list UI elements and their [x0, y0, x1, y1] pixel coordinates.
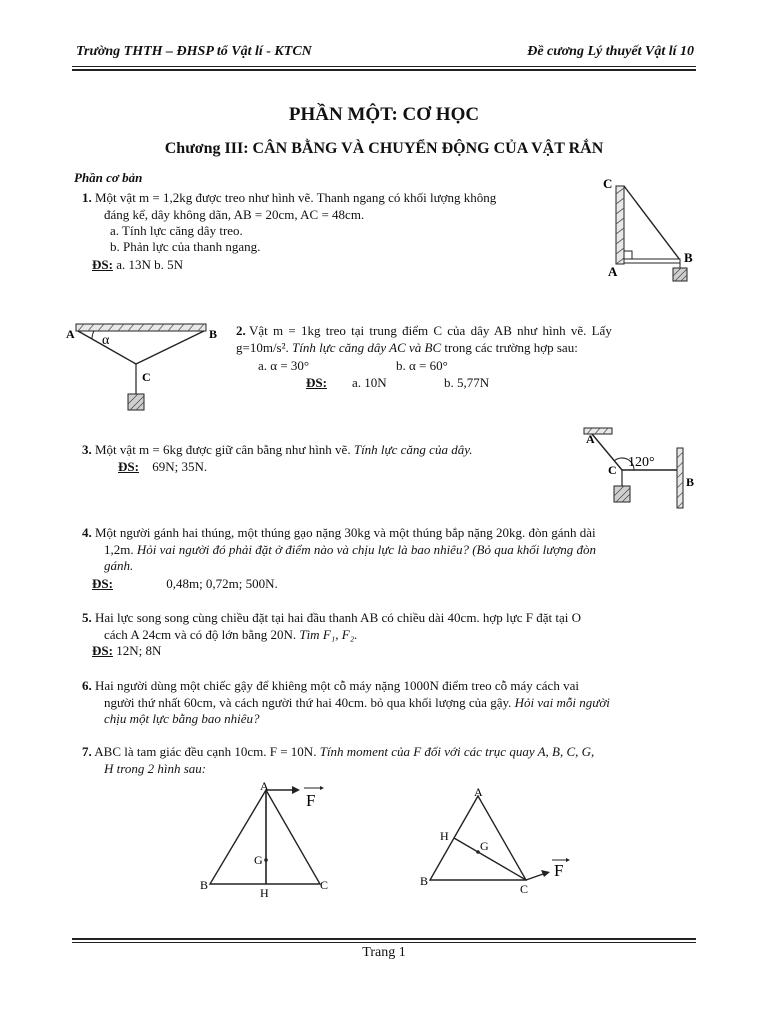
- label-b: B: [684, 250, 693, 265]
- problem-4-text-1: Một người gánh hai thúng, một thúng gạo nặng 30kg và một thúng bắp nặng 20kg. đòn gánh dài: [95, 525, 596, 540]
- weight-block: [673, 268, 687, 281]
- problem-7-text-1a: ABC là tam giác đều cạnh 10cm. F = 10N.: [94, 744, 317, 759]
- label-c: C: [520, 882, 529, 896]
- problem-4-answer: [92, 575, 278, 592]
- rope-cb: [624, 186, 680, 260]
- label-a: A: [608, 264, 618, 279]
- header-divider: [72, 66, 696, 67]
- label-c: C: [320, 878, 329, 892]
- problem-2-part-a: a. α = 30°: [258, 358, 310, 373]
- problem-4-line-2: [104, 541, 596, 558]
- section-title: Phần cơ bản: [74, 170, 143, 185]
- label-c: C: [603, 176, 613, 191]
- problem-5-number: 5.: [82, 610, 92, 625]
- median-ch: [454, 838, 526, 880]
- label-b: B: [686, 475, 695, 489]
- problem-4-number: 4.: [82, 525, 92, 540]
- problem-4-line-1: [82, 524, 596, 541]
- vector-bar-head: [320, 786, 324, 790]
- problem-2-line-2: [236, 339, 578, 356]
- rope-bc: [136, 331, 204, 364]
- problem-2-part-b: b. α = 60°: [396, 358, 448, 373]
- problem-1-part-a: a. Tính lực căng dây treo.: [110, 223, 243, 238]
- problem-2-text-2a: g=10m/s².: [236, 340, 289, 355]
- problem-7-line-2: H trong 2 hình sau:: [104, 761, 207, 776]
- label-f: F: [554, 861, 564, 880]
- label-b: B: [200, 878, 209, 892]
- part-title: PHẦN MỘT: CƠ HỌC: [288, 104, 480, 125]
- problem-6-line-2: [104, 694, 610, 711]
- label-a: A: [66, 327, 75, 341]
- problem-2-figure: [64, 318, 226, 418]
- problem-1-part-b: b. Phản lực của thanh ngang.: [110, 239, 261, 254]
- answer-label: ĐS:: [92, 643, 113, 658]
- problem-6-text-2a: người thứ nhất 60cm, và cách người thứ hai 40cm. bỏ qua khối lượng của gậy.: [104, 695, 512, 710]
- problem-6-line-3: chịu một lực bằng bao nhiêu?: [104, 711, 260, 726]
- label-h: H: [440, 829, 449, 843]
- force-f-arrowhead: [292, 786, 300, 794]
- problem-2-answer-label: [306, 374, 327, 391]
- problem-7-figure-2: [414, 780, 584, 898]
- problem-7-text-1b: Tính moment của F đối với các trục quay A, B, C, G,: [319, 744, 595, 759]
- answer-value: a. 13N b. 5N: [116, 257, 183, 272]
- problem-3-figure: [578, 424, 702, 520]
- answer-label: ĐS:: [306, 375, 327, 390]
- answer-value: 0,48m; 0,72m; 500N.: [166, 576, 278, 591]
- problem-7-number: 7.: [82, 744, 92, 759]
- problem-5-text-1: Hai lực song song cùng chiều đặt tại hai đầu thanh AB có chiều dài 40cm. hợp lực F đặt tại O: [95, 610, 581, 625]
- problem-4-text-2a: 1,2m.: [104, 542, 134, 557]
- problem-6-line-1: [82, 677, 579, 694]
- problem-2-text-2b: Tính lực căng dây AC và BC: [292, 340, 442, 355]
- chapter-title: Chương III: CÂN BẰNG VÀ CHUYỂN ĐỘNG CỦA VẬT RẮN: [164, 140, 604, 157]
- problem-2-answer-b: b. 5,77N: [444, 375, 490, 390]
- label-g: G: [480, 839, 489, 853]
- force-f-arrowhead: [541, 870, 550, 877]
- answer-label: ĐS:: [92, 257, 113, 272]
- label-angle: 120°: [628, 455, 655, 470]
- label-h: H: [260, 886, 269, 898]
- page-number: Trang 1: [362, 945, 406, 960]
- problem-5-text-2b: Tìm F₁, F₂.: [299, 627, 358, 642]
- problem-2-number: 2.: [236, 323, 246, 338]
- problem-3-number: 3.: [82, 442, 92, 457]
- problem-5-line-1: [82, 609, 581, 626]
- header-document-title: Đề cương Lý thuyết Vật lí 10: [527, 44, 694, 59]
- answer-label: ĐS:: [92, 576, 113, 591]
- problem-7-figure-1: [196, 776, 346, 898]
- problem-1-figure: [596, 172, 706, 284]
- problem-4-text-2b: Hỏi vai người đó phải đặt ở điểm nào và chịu lực là bao nhiêu? (Bỏ qua khối lượng đòn: [136, 542, 596, 557]
- centroid-g: [264, 858, 268, 862]
- header-school: Trường THTH – ĐHSP tổ Vật lí - KTCN: [76, 44, 312, 59]
- problem-7-line-1: [82, 743, 594, 760]
- problem-5-answer: [92, 642, 161, 659]
- label-b: B: [209, 327, 218, 341]
- problem-5-line-2: [104, 626, 358, 643]
- answer-value: 12N; 8N: [116, 643, 162, 658]
- label-f: F: [306, 791, 316, 810]
- footer-divider-thin: [72, 942, 696, 943]
- vector-bar-head: [566, 858, 570, 862]
- problem-6-text-2b: Hỏi vai mỗi người: [514, 695, 610, 710]
- header-divider-thick: [72, 69, 696, 71]
- footer-divider: [72, 938, 696, 940]
- problem-2-text-1: Vật m = 1kg treo tại trung điểm C của dây AB như hình vẽ. Lấy: [249, 323, 612, 338]
- label-a: A: [474, 785, 483, 799]
- label-c: C: [142, 370, 151, 384]
- rope-ac: [592, 434, 622, 470]
- horizontal-bar: [624, 259, 680, 263]
- problem-2-text-2c: trong các trường hợp sau:: [444, 340, 578, 355]
- problem-4-line-3: gánh.: [104, 558, 134, 573]
- problem-3-text-1a: Một vật m = 6kg được giữ cân bằng như hình vẽ.: [95, 442, 351, 457]
- right-angle-mark: [624, 251, 632, 259]
- label-g: G: [254, 853, 263, 867]
- problem-3-text-1b: Tính lực căng của dây.: [353, 442, 473, 457]
- label-c: C: [608, 463, 617, 477]
- label-alpha: α: [102, 333, 110, 348]
- problem-2-answer-a: a. 10N: [352, 375, 387, 390]
- triangle-abc: [210, 790, 320, 884]
- problem-6-number: 6.: [82, 678, 92, 693]
- label-a: A: [260, 779, 269, 793]
- problem-2-line-1: [236, 322, 612, 339]
- problem-5-text-2a: cách A 24cm và có độ lớn bằng 20N.: [104, 627, 297, 642]
- problem-3-answer: [118, 458, 207, 475]
- problem-3-line-1: [82, 441, 473, 458]
- answer-label: ĐS:: [118, 459, 139, 474]
- label-a: A: [586, 432, 595, 446]
- problem-1-line-1: [82, 189, 496, 206]
- problem-1-number: 1.: [82, 190, 92, 205]
- problem-1-line-2: đáng kể, dây không dãn, AB = 20cm, AC = 48cm.: [104, 207, 365, 222]
- wall: [616, 186, 624, 264]
- answer-value: 69N; 35N.: [152, 459, 208, 474]
- problem-1-answer: [92, 256, 183, 273]
- problem-1-text-1: Một vật m = 1,2kg được treo như hình vẽ. Thanh ngang có khối lượng không: [95, 190, 497, 205]
- label-b: B: [420, 874, 429, 888]
- angle-arc: [92, 331, 94, 339]
- problem-6-text-1: Hai người dùng một chiếc gậy để khiêng một cỗ máy nặng 1000N điểm treo cỗ máy cách vai: [95, 678, 579, 693]
